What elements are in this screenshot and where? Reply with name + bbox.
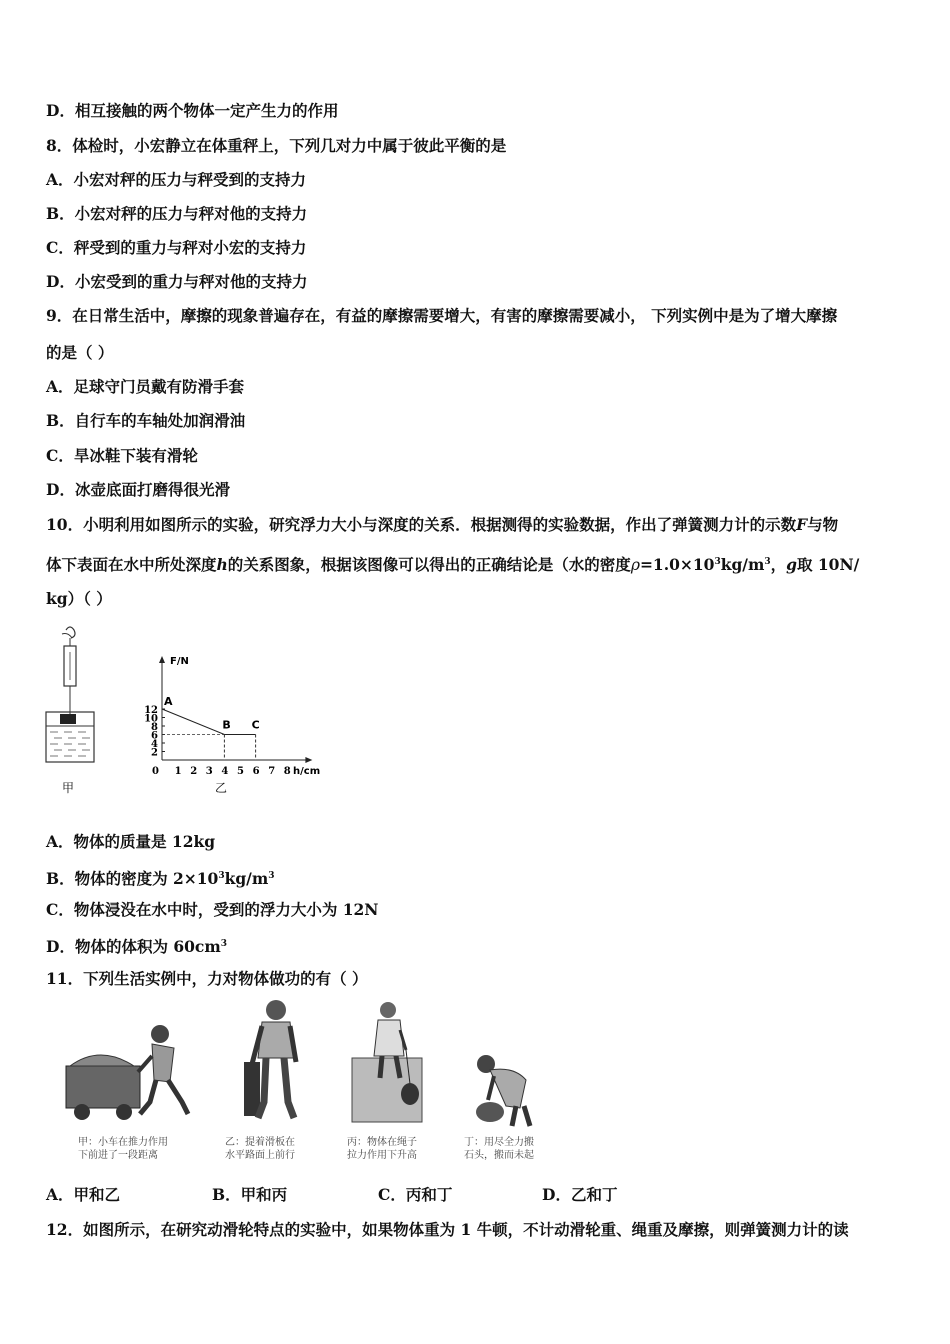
x-tick-label: 2: [190, 766, 198, 777]
q11-option-b: B．甲和丙: [212, 1185, 288, 1204]
x-tick-label: 7: [268, 766, 276, 777]
spring-scale-beaker-figure: [40, 624, 100, 774]
q11-option-d: D．乙和丁: [542, 1185, 618, 1204]
q10-stem-line3: kg）（ ）: [46, 589, 112, 608]
man-lifting-object-with-rope-figure: [348, 1000, 438, 1130]
y-tick-label: 8: [151, 722, 158, 733]
boy-pushing-cart-figure: [60, 1020, 210, 1130]
x-axis-label: h/cm: [293, 766, 321, 777]
y-tick-label: 4: [151, 739, 158, 750]
q10-option-c: C．物体浸没在水中时，受到的浮力大小为 12N: [46, 900, 379, 919]
f-h-line-chart: [130, 648, 330, 778]
q9-stem-line2: 的是（ ）: [46, 343, 114, 362]
boy-carrying-skateboard-figure: [232, 998, 312, 1128]
q9-option-c: C．旱冰鞋下装有滑轮: [46, 446, 198, 465]
y-axis-arrow: [159, 656, 165, 663]
q8-option-c: C．秤受到的重力与秤对小宏的支持力: [46, 238, 307, 257]
figure-yi-label: 乙: [215, 781, 228, 795]
point-label-a: A: [164, 695, 173, 708]
q9-option-d: D．冰壶底面打磨得很光滑: [46, 480, 230, 499]
x-tick-label: 3: [205, 766, 213, 777]
q8-stem: 8．体检时，小宏静立在体重秤上，下列几对力中属于彼此平衡的是: [46, 136, 507, 155]
x-tick-label: 4: [221, 766, 229, 777]
q7-option-d: D．相互接触的两个物体一定产生力的作用: [46, 101, 339, 120]
x-tick-label: 6: [252, 766, 260, 777]
series-line-f: [162, 709, 256, 735]
x-axis-arrow: [305, 757, 312, 763]
y-tick-label: 6: [151, 730, 158, 742]
point-label-b: B: [222, 718, 231, 732]
caption-ding: 丁：用尽全力搬 石头，搬而未起: [464, 1137, 534, 1161]
caption-yi: 乙：提着滑板在 水平路面上前行: [225, 1137, 295, 1161]
x-tick-label: 8: [283, 766, 291, 777]
q8-option-d: D．小宏受到的重力与秤对他的支持力: [46, 272, 308, 291]
x-tick-label: 1: [174, 766, 182, 777]
q10-stem-line2: 体下表面在水中所处深度h的关系图象，根据该图像可以得出的正确结论是（水的密度$\rho=1.0\times 10^3kg/m^3$，g取 10N/: [46, 555, 860, 574]
q12-stem: 12．如图所示，在研究动滑轮特点的实验中，如果物体重为 1 牛顿，不计动滑轮重、绳重及摩擦，则弹簧测力计的读: [46, 1220, 849, 1239]
y-tick-label: 2: [151, 747, 158, 759]
y-tick-label: 12: [144, 705, 158, 716]
caption-jia: 甲：小车在推力作用 下前进了一段距离: [78, 1137, 168, 1161]
caption-bing: 丙：物体在绳子 拉力作用下升高: [347, 1137, 417, 1161]
q9-option-b: B．自行车的车轴处加润滑油: [46, 411, 246, 430]
q9-stem-line1: 9．在日常生活中，摩擦的现象普遍存在，有益的摩擦需要增大，有害的摩擦需要减小， 下列实例中是为了增大摩擦: [46, 306, 838, 325]
y-tick-label: 10: [144, 713, 158, 725]
q10-stem-line1: 10．小明利用如图所示的实验，研究浮力大小与深度的关系．根据测得的实验数据，作出了弹簧测力计的示数F与物: [46, 515, 839, 534]
q9-option-a: A．足球守门员戴有防滑手套: [46, 377, 245, 396]
point-label-c: C: [251, 718, 260, 732]
y-axis-label: F/N: [170, 656, 189, 667]
q11-stem: 11．下列生活实例中，力对物体做功的有（ ）: [46, 969, 368, 988]
q11-option-c: C．丙和丁: [378, 1185, 453, 1204]
q10-option-d: D．物体的体积为 $60cm^3$: [46, 937, 228, 956]
x-tick-label: 0: [152, 766, 159, 777]
q10-option-a: A．物体的质量是 12kg: [46, 832, 216, 851]
woman-lifting-stone-figure: [460, 1050, 540, 1130]
q8-option-a: A．小宏对秤的压力与秤受到的支持力: [46, 170, 307, 189]
q10-option-b: B．物体的密度为 $2\times 10^3kg/m^3$: [46, 869, 275, 888]
q11-option-a: A．甲和乙: [46, 1185, 121, 1204]
x-tick-label: 5: [237, 766, 244, 777]
figure-jia-label: 甲: [62, 781, 75, 795]
q8-option-b: B．小宏对秤的压力与秤对他的支持力: [46, 204, 308, 223]
